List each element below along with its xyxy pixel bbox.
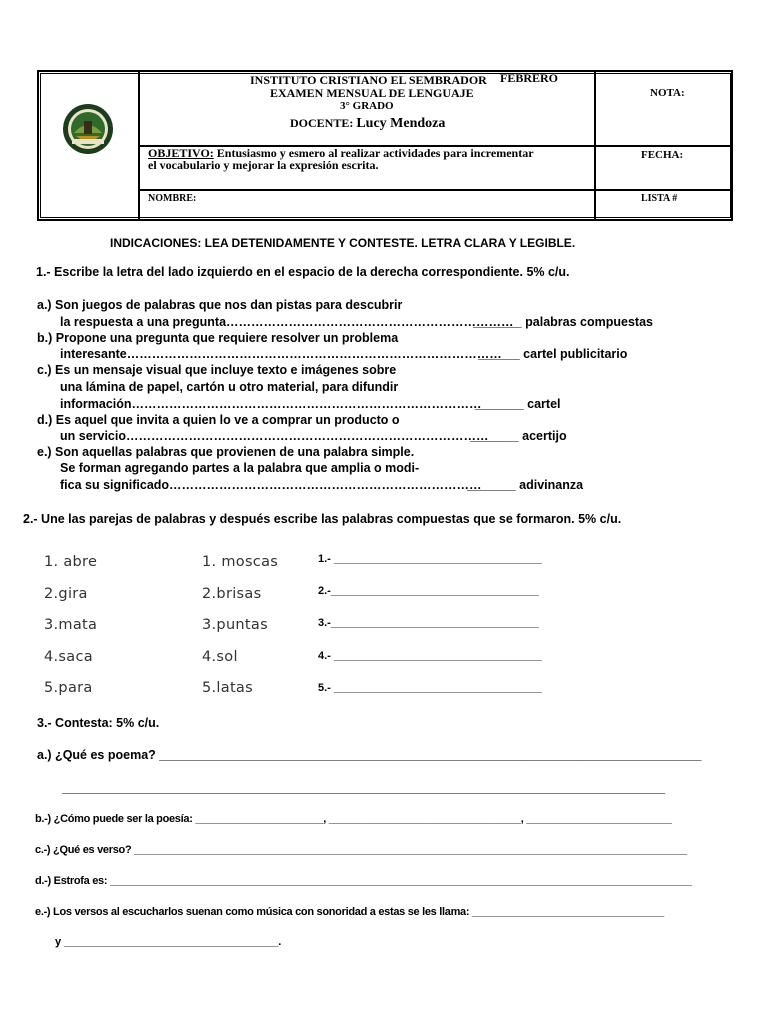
month-label: FEBRERO (500, 71, 559, 85)
q1-item-c-2: una lámina de papel, cartón u otro material, para difundir (60, 380, 399, 394)
q1-answer-e: _______ adivinanza (467, 478, 584, 492)
q2-answer-line[interactable]: 2.-__________________________________ (318, 585, 539, 597)
q2-answer-line[interactable]: 5.- __________________________________ (318, 682, 542, 694)
school-logo-icon (62, 103, 114, 155)
q3-item-e-line-2[interactable]: y ___________________________________. (55, 936, 282, 948)
q2-left-word: 3.mata (44, 617, 98, 633)
q2-right-word: 1. moscas (202, 554, 279, 570)
q2-left-word: 4.saca (44, 649, 93, 665)
q2-answer-line[interactable]: 3.-__________________________________ (318, 617, 539, 629)
q2-left-word: 2.gira (44, 586, 88, 602)
exam-title: EXAMEN MENSUAL DE LENGUAJE (270, 86, 474, 100)
grade-score-label: NOTA: (650, 87, 685, 99)
q2-answer-line[interactable]: 4.- __________________________________ (318, 650, 542, 662)
header-inner-border (40, 73, 41, 218)
teacher-line (290, 116, 445, 132)
name-label: NOMBRE: (148, 193, 197, 204)
q2-right-word: 4.sol (202, 649, 238, 665)
header-divider (139, 189, 731, 191)
q2-right-word: 5.latas (202, 680, 253, 696)
question-2-title: 2.- Une las parejas de palabras y después escribe las palabras compuestas que se formaron. 5% c/u. (23, 512, 622, 526)
q3-item-e[interactable]: e.-) Los versos al escucharlos suenan como música con sonoridad a estas se les llama: _________________________________ (35, 906, 664, 918)
objective-text-2: el vocabulario y mejorar la expresión escrita. (148, 158, 379, 172)
q1-item-d: d.) Es aquel que invita a quien lo ve a comprar un producto o (37, 413, 400, 427)
question-1-title: 1.- Escribe la letra del lado izquierdo en el espacio de la derecha correspondiente. 5% c/u. (36, 265, 570, 279)
q3-item-a-line-2[interactable]: ____________________________________________________________________________________________ (62, 781, 665, 795)
q3-item-d[interactable]: d.-) Estrofa es: ____________________________________________________________________________________________________ (35, 875, 692, 887)
school-name: INSTITUTO CRISTIANO EL SEMBRADOR (250, 73, 487, 87)
q2-left-word: 1. abre (44, 554, 98, 570)
q1-answer-c: _______ cartel (475, 397, 561, 411)
q1-answer-d: _______ acertijo (470, 429, 567, 443)
q1-item-b: b.) Propone una pregunta que requiere resolver un problema (37, 331, 399, 345)
grade-label: 3° GRADO (340, 100, 394, 112)
question-3-title: 3.- Contesta: 5% c/u. (37, 716, 160, 730)
q1-answer-a: _______ palabras compuestas (473, 315, 653, 329)
q1-item-d-2: un servicio…………………………………………………………………………… (60, 429, 489, 443)
q1-item-e-3: fica su significado………………………………………………………………… (60, 478, 482, 492)
q1-answer-b: ______ cartel publicitario (478, 347, 628, 361)
list-number-label: LISTA # (641, 193, 678, 204)
q3-item-a[interactable]: a.) ¿Qué es poema? ______________________________________________________________________________ (37, 748, 702, 762)
q2-right-word: 2.brisas (202, 586, 262, 602)
date-label: FECHA: (641, 149, 684, 161)
objective-label: OBJETIVO: (148, 146, 214, 160)
q2-answer-line[interactable]: 1.- __________________________________ (318, 553, 542, 565)
q2-right-word: 3.puntas (202, 617, 268, 633)
header-inner-border (40, 217, 730, 218)
q3-item-c[interactable]: c.-) ¿Qué es verso? _______________________________________________________________________________________________ (35, 844, 687, 856)
q2-left-word: 5.para (44, 680, 93, 696)
q1-item-e-2: Se forman agregando partes a la palabra que amplia o modi- (60, 461, 420, 475)
q3-item-b[interactable]: b.-) ¿Cómo puede ser la poesía: ______________________, _________________________________, _________________________ (35, 813, 672, 825)
q1-item-c: c.) Es un mensaje visual que incluye texto e imágenes sobre (37, 363, 397, 377)
teacher-label: DOCENTE: (290, 116, 354, 130)
q1-item-c-3: información………………………………………………………………………… (60, 397, 482, 411)
q1-item-b-2: interesante……………………………………………………………………………… (60, 347, 502, 361)
teacher-name: Lucy Mendoza (356, 116, 446, 131)
q1-item-a: a.) Son juegos de palabras que nos dan pistas para descubrir (37, 298, 403, 312)
q1-item-e: e.) Son aquellas palabras que provienen de una palabra simple. (37, 445, 415, 459)
instructions: INDICACIONES: LEA DETENIDAMENTE Y CONTESTE. LETRA CLARA Y LEGIBLE. (110, 236, 576, 250)
q1-item-a-2: la respuesta a una pregunta…………………………………………………………… (60, 315, 514, 329)
objective-text: Entusiasmo y esmero al realizar actividades para incrementar (213, 146, 534, 160)
